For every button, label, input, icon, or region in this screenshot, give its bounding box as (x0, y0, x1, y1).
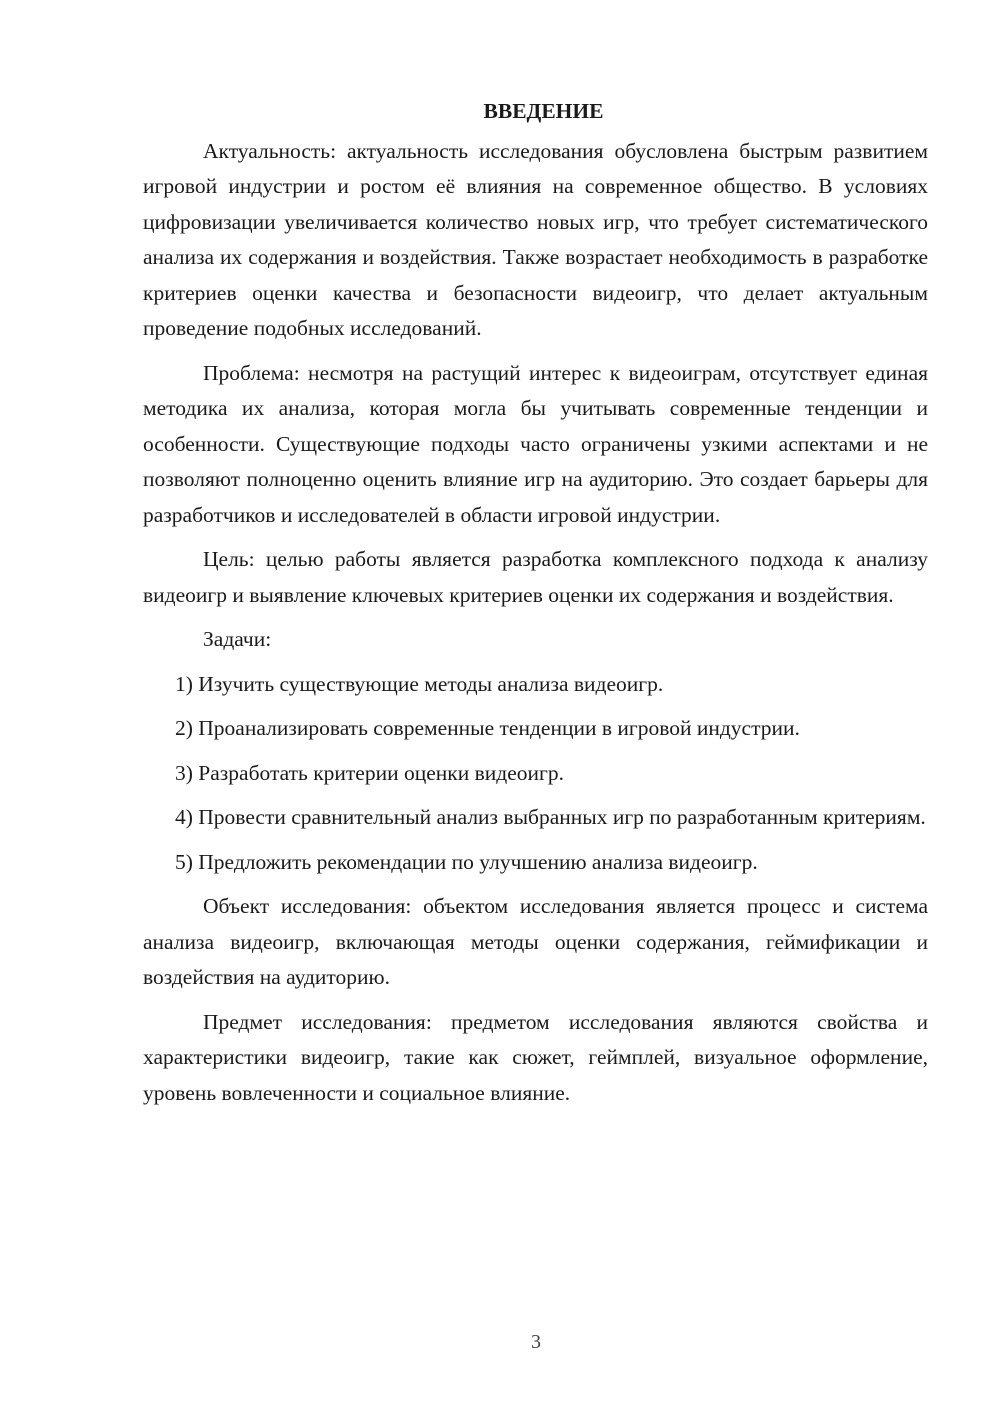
goal-paragraph: Цель: целью работы является разработка комплексного подхода к анализу видеоигр и выявление ключевых критериев оценки их содержания и воздействия. (143, 547, 928, 607)
page-title: ВВЕДЕНИЕ (483, 99, 604, 123)
problem-paragraph: Проблема: несмотря на растущий интерес к видеоиграм, отсутствует единая методика их анализа, которая могла бы учитывать современные тенденции и особенности. Существующие подходы часто ограничены узкими аспектами и не позволяют полноценно оценить влияние игр на аудиторию. Это создает барьеры для разработчиков и исследователей в области игровой индустрии. (143, 360, 928, 527)
task-item: 3) Разработать критерии оценки видеоигр. (175, 760, 564, 785)
relevance-paragraph: Актуальность: актуальность исследования обусловлена быстрым развитием игровой индустрии и ростом её влияния на современное общество. В условиях цифровизации увеличивается количество новых игр, что требует систематического анализа их содержания и воздействия. Также возрастает необходимость в разработке критериев оценки качества и безопасности видеоигр, что делает актуальным проведение подобных исследований. (143, 138, 928, 340)
page-content (143, 94, 928, 1111)
task-item: 1) Изучить существующие методы анализа видеоигр. (175, 671, 664, 696)
task-item: 5) Предложить рекомендации по улучшению анализа видеоигр. (175, 849, 758, 874)
task-item: 2) Проанализировать современные тенденции в игровой индустрии. (175, 716, 800, 740)
tasks-label: Задачи: (203, 627, 272, 651)
tasks-list (143, 667, 928, 881)
task-item: 4) Провести сравнительный анализ выбранных игр по разработанным критериям. (175, 805, 926, 829)
page-number: 3 (531, 1331, 541, 1353)
subject-paragraph: Предмет исследования: предметом исследования являются свойства и характеристики видеоигр, такие как сюжет, геймплей, визуальное оформление, уровень вовлеченности и социальное влияние. (143, 1009, 928, 1105)
object-paragraph: Объект исследования: объектом исследования является процесс и система анализа видеоигр, включающая методы оценки содержания, геймификации и воздействия на аудиторию. (143, 894, 928, 989)
